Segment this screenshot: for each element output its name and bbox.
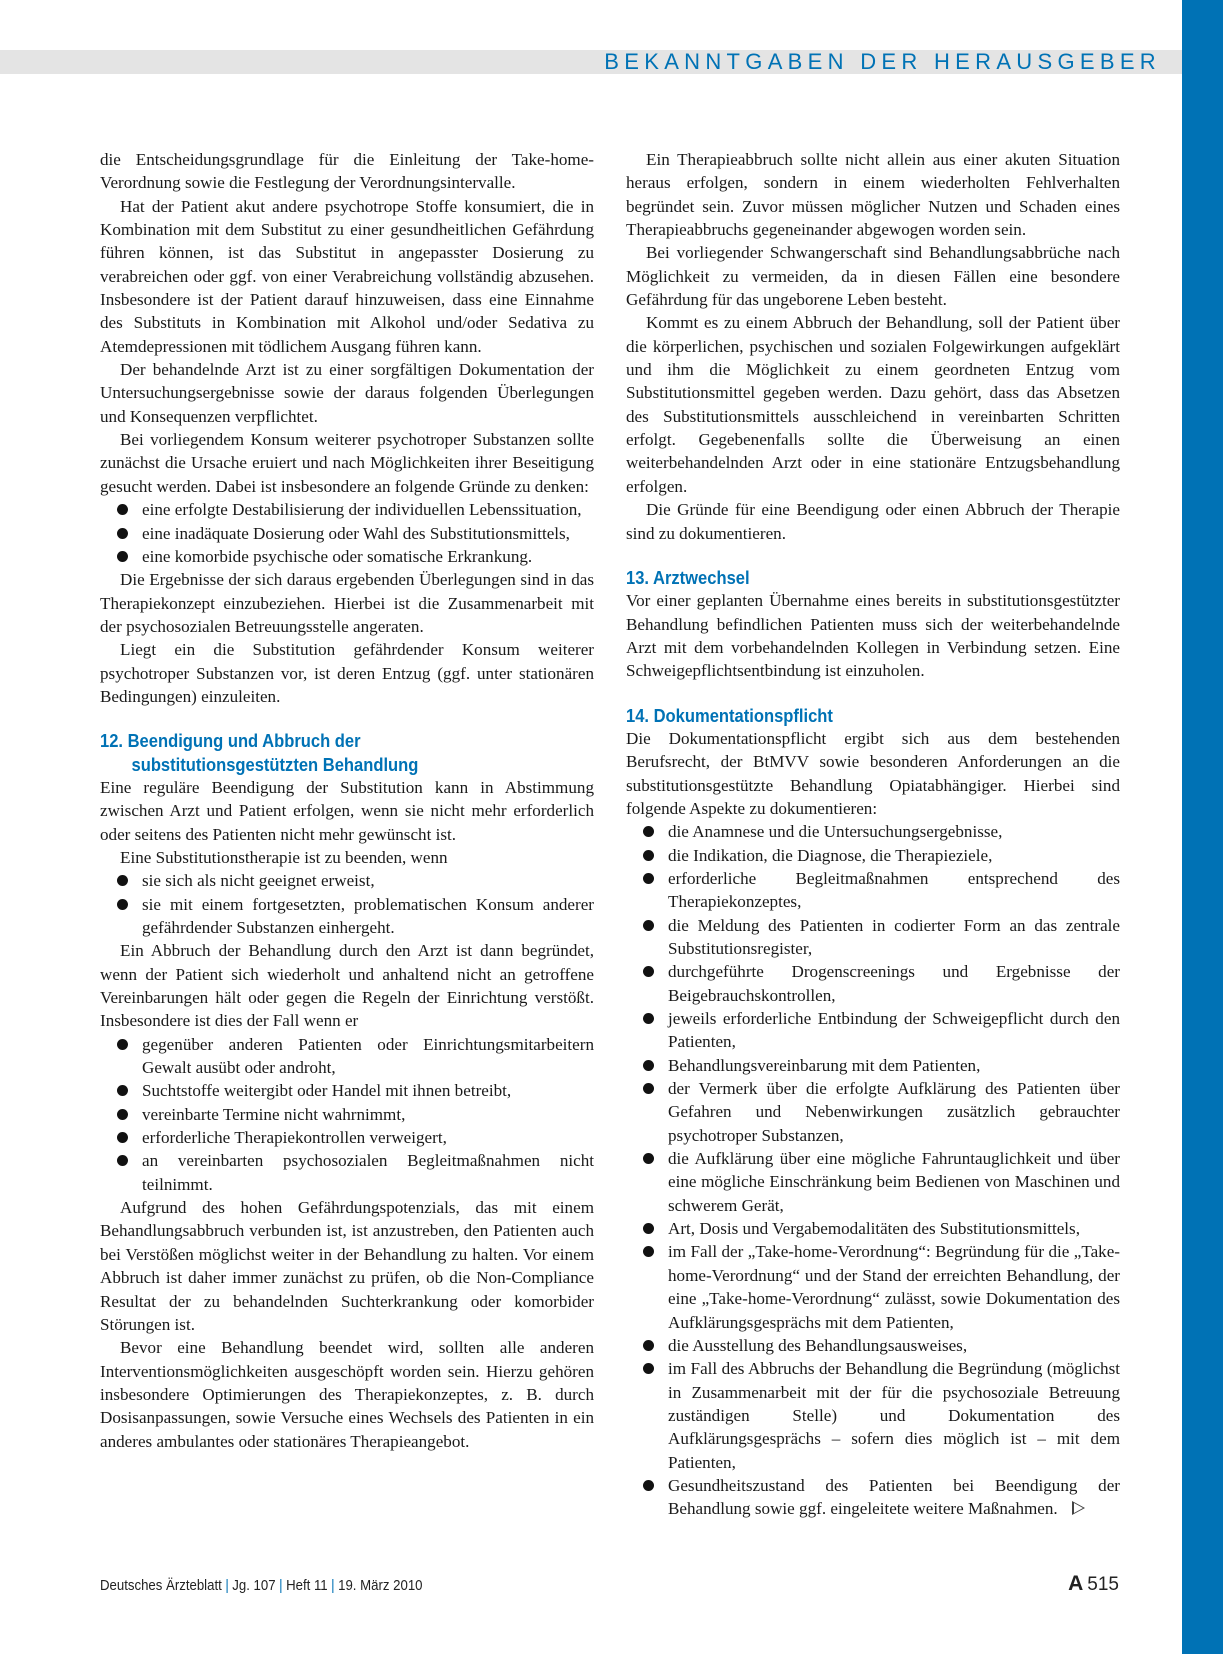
list-item-text: die Indikation, die Diagnose, die Therapieziele, [668,845,993,865]
bullet-dot-icon [117,1155,128,1166]
paragraph: die Entscheidungsgrundlage für die Einleitung der Take-home-Verordnung sowie die Festlegung der Verordnungsintervalle. [100,150,594,193]
list-item-text: Gesundheitszustand des Patienten bei Beendigung der Behandlung sowie ggf. eingeleitete weitere Maßnahmen. [668,1475,1120,1519]
list-item [100,1149,594,1196]
list-item-text: jeweils erforderliche Entbindung der Schweigepflicht durch den Patienten, [668,1009,1120,1052]
list-item-text: vereinbarte Termine nicht wahrnimmt, [142,1104,406,1124]
bullet-dot-icon [643,920,654,931]
bullet-dot-icon [643,1153,654,1164]
list-item [100,1033,594,1080]
list-item [100,522,594,545]
list-item [100,893,594,940]
bullet-dot-icon [117,551,128,562]
paragraph: Kommt es zu einem Abbruch der Behandlung, soll der Patient über die körperlichen, psychischen und sozialen Folgewirkungen aufgeklärt und ihm die Möglichkeit zu einem geordneten Entzug vom Substitutionsmittel gegeben werden. Dazu gehört, dass das Absetzen des Substitutionsmittels ausschleichend in vereinbarten Schritten erfolgt. Gegebenenfalls sollte die Überweisung an einen weiterbehandelnden Arzt oder in eine stationäre Entzugsbehandlung erfolgen. [626,313,1120,496]
list-item-text: Behandlungsvereinbarung mit dem Patienten, [668,1055,981,1075]
list-item [100,498,594,521]
paragraph: Ein Abbruch der Behandlung durch den Arzt ist dann begründet, wenn der Patient sich wiederholt und anhaltend nicht an getroffene Vereinbarungen hält oder gegen die Regeln der Einrichtung verstößt. Insbesondere ist dies der Fall wenn er [100,941,594,1031]
paragraph: Eine reguläre Beendigung der Substitution kann in Abstimmung zwischen Arzt und Patient erfolgen, wenn sie nicht mehr erforderlich oder seitens des Patienten nicht mehr gewünscht ist. [100,777,594,844]
section-heading-13: 13. Arztwechsel [626,566,750,588]
list-item [100,1126,594,1149]
bullet-dot-icon [117,1085,128,1096]
bullet-dot-icon [643,1480,654,1491]
list-item-text: durchgeführte Drogenscreenings und Ergebnisse der Beigebrauchskontrollen, [668,962,1120,1005]
bullet-dot-icon [117,528,128,539]
bullet-list [100,869,594,939]
bullet-dot-icon [643,873,654,884]
heading-line: substitutionsgestützten Behandlung [131,753,419,775]
paragraph: Ein Therapieabbruch sollte nicht allein aus einer akuten Situation heraus erfolgen, sondern in einem wiederholten Fehlverhalten begründet sein. Zuvor müssen möglicher Nutzen und Schaden eines Therapieabbruchs gegeneinander abgewogen worden sein. [626,150,1120,240]
bullet-dot-icon [117,1039,128,1050]
list-item [626,820,1120,843]
bullet-dot-icon [643,1083,654,1094]
list-item [626,1077,1120,1147]
list-item-text: sie sich als nicht geeignet erweist, [142,871,375,891]
list-item-text: sie mit einem fortgesetzten, problematischen Konsum anderer gefährdender Substanzen einhergeht. [142,894,594,937]
list-item [626,867,1120,914]
list-item-text: der Vermerk über die erfolgte Aufklärung des Patienten über Gefahren und Nebenwirkungen zusätzlich gebrauchter psychotroper Substanzen, [668,1079,1120,1145]
list-item-text: erforderliche Begleitmaßnahmen entsprechend des Therapiekonzeptes, [668,868,1120,912]
bullet-list [626,820,1120,1520]
list-item [626,1217,1120,1240]
list-item-text: die Anamnese und die Untersuchungsergebnisse, [668,822,1003,842]
list-item [626,1474,1120,1521]
paragraph: Die Ergebnisse der sich daraus ergebenden Überlegungen sind in das Therapiekonzept einzubeziehen. Hierbei ist die Zusammenarbeit mit der psychosozialen Betreuungsstelle angeraten. [100,570,594,636]
issue: Heft 11 [286,1577,328,1594]
section-heading-14: 14. Dokumentationspflicht [626,704,833,726]
list-item-text: die Aufklärung über eine mögliche Fahruntauglichkeit und über eine mögliche Einschränkung beim Bedienen von Maschinen und schwerem Gerät, [668,1149,1120,1215]
continue-arrow-icon [1072,1501,1085,1515]
list-item-text: eine erfolgte Destabilisierung der individuellen Lebenssituation, [142,500,582,520]
bullet-list [100,1033,594,1196]
list-item [626,1007,1120,1054]
list-item-text: im Fall der „Take-home-Verordnung“: Begründung für die „Take-home-Verordnung“ und der Stand der erreichten Behandlung, der eine „Take-home-Verordnung“ zulässt, sowie Dokumentation des Aufklärungsgesprächs mit dem Patienten, [668,1242,1120,1332]
paragraph: Hat der Patient akut andere psychotrope Stoffe konsumiert, die in Kombination mit dem Substitut zu einer gesundheitlichen Gefährdung führen können, ist das Substitut in angepasster Dosierung zu verabreichen oder ggf. von einer Verabreichung vollständig abzusehen. Insbesondere ist der Patient darauf hinzuweisen, dass eine Einnahme des Substituts in Kombination mit Alkohol und/oder Sedativa zu Atemdepressionen mit tödlichem Ausgang führen kann. [100,196,594,356]
bullet-dot-icon [117,1109,128,1120]
list-item [100,869,594,892]
section-heading-12 [100,729,545,776]
side-color-bar [1182,0,1223,1654]
paragraph: Vor einer geplanten Übernahme eines bereits in substitutionsgestützter Behandlung befindlichen Patienten muss sich der weiterbehandelnde Arzt mit dem vorbehandelnden Kollegen in Verbindung setzen. Eine Schweigepflichtsentbindung ist einzuholen. [626,591,1120,681]
list-item [626,1147,1120,1217]
list-item [626,844,1120,867]
list-item [100,1103,594,1126]
list-item [626,914,1120,961]
list-item [626,960,1120,1007]
paragraph: Aufgrund des hohen Gefährdungspotenzials, das mit einem Behandlungsabbruch verbunden ist, ist anzustreben, den Patienten auch bei Verstößen möglichst weiter in der Behandlung zu halten. Vor einem Abbruch ist daher immer zunächst zu prüfen, ob die Non-Compliance Resultat der zu behandelnden Suchterkrankung oder komorbider Störungen ist. [100,1198,594,1334]
separator: | [331,1577,335,1594]
bullet-dot-icon [643,850,654,861]
list-item-text: an vereinbarten psychosozialen Begleitmaßnahmen nicht teilnimmt. [142,1151,594,1194]
bullet-dot-icon [117,899,128,910]
page-number-value: 515 [1087,1574,1119,1595]
footer-citation [100,1577,423,1594]
page-number [1068,1572,1119,1596]
separator: | [279,1577,283,1594]
bullet-dot-icon [117,1132,128,1143]
bullet-dot-icon [643,1363,654,1374]
bullet-dot-icon [643,1013,654,1024]
journal-name: Deutsches Ärzteblatt [100,1577,222,1594]
bullet-dot-icon [117,504,128,515]
bullet-dot-icon [643,966,654,977]
list-item-text: die Ausstellung des Behandlungsausweises, [668,1335,968,1355]
bullet-dot-icon [643,1246,654,1257]
list-item [100,545,594,568]
list-item-text: eine inadäquate Dosierung oder Wahl des Substitutionsmittels, [142,523,570,543]
list-item-text: eine komorbide psychische oder somatische Erkrankung. [142,546,533,566]
volume: Jg. 107 [232,1577,276,1594]
paragraph: Liegt ein die Substitution gefährdender Konsum weiterer psychotroper Substanzen vor, ist deren Entzug (ggf. unter stationären Bedingungen) einzuleiten. [100,640,594,706]
bullet-dot-icon [117,875,128,886]
list-item [626,1334,1120,1357]
bullet-dot-icon [643,1340,654,1351]
list-item-text: im Fall des Abbruchs der Behandlung die Begründung (möglichst in Zusammenarbeit mit der für die psychosoziale Betreuung zuständigen Stelle) und Dokumentation des Aufklärungsgesprächs – sofern dies möglich ist – mit dem Patienten, [668,1359,1120,1472]
bullet-list [100,498,594,568]
paragraph: Eine Substitutionstherapie ist zu beenden, wenn [120,847,448,867]
heading-line: 12. Beendigung und Abbruch der [100,730,361,752]
paragraph: Die Gründe für eine Beendigung oder einen Abbruch der Therapie sind zu dokumentieren. [626,500,1120,543]
list-item-text: gegenüber anderen Patienten oder Einrichtungsmitarbeitern Gewalt ausübt oder androht, [142,1034,594,1078]
left-column [100,148,594,1453]
section-title: BEKANNTGABEN DER HERAUSGEBER [604,49,1161,74]
list-item [626,1240,1120,1333]
list-item [626,1054,1120,1077]
right-column [626,148,1120,1521]
paragraph: Die Dokumentationspflicht ergibt sich aus dem bestehenden Berufsrecht, der BtMVV sowie besonderen Anforderungen an die substitutionsgestützte Behandlung Opiatabhängiger. Hierbei sind folgende Aspekte zu dokumentieren: [626,728,1120,818]
list-item [626,1357,1120,1474]
paragraph: Bevor eine Behandlung beendet wird, sollten alle anderen Interventionsmöglichkeiten ausgeschöpft worden sein. Hierzu gehören insbesondere Optimierungen des Therapiekonzeptes, z. B. durch Dosisanpassungen, sowie Versuche eines Wechsels des Patienten in ein anderes ambulantes oder stationäres Therapieangebot. [100,1338,594,1451]
paragraph: Der behandelnde Arzt ist zu einer sorgfältigen Dokumentation der Untersuchungsergebnisse sowie der daraus folgenden Überlegungen und Konsequenzen verpflichtet. [100,360,594,426]
page-prefix: A [1068,1572,1084,1595]
bullet-dot-icon [643,1060,654,1071]
bullet-dot-icon [643,1223,654,1234]
bullet-dot-icon [643,826,654,837]
list-item-text: erforderliche Therapiekontrollen verweigert, [142,1128,447,1148]
paragraph: Bei vorliegendem Konsum weiterer psychotroper Substanzen sollte zunächst die Ursache eruiert und nach Möglichkeiten ihrer Beseitigung gesucht werden. Dabei ist insbesondere an folgende Gründe zu denken: [100,430,594,496]
issue-date: 19. März 2010 [338,1577,423,1594]
list-item-text: Suchtstoffe weitergibt oder Handel mit ihnen betreibt, [142,1081,512,1101]
list-item [100,1079,594,1102]
paragraph: Bei vorliegender Schwangerschaft sind Behandlungsabbrüche nach Möglichkeit zu vermeiden, da in diesen Fällen eine besondere Gefährdung für das ungeborene Leben besteht. [626,243,1120,310]
separator: | [225,1577,229,1594]
list-item-text: die Meldung des Patienten in codierter Form an das zentrale Substitutionsregister, [668,915,1120,958]
list-item-text: Art, Dosis und Vergabemodalitäten des Substitutionsmittels, [668,1219,1080,1239]
